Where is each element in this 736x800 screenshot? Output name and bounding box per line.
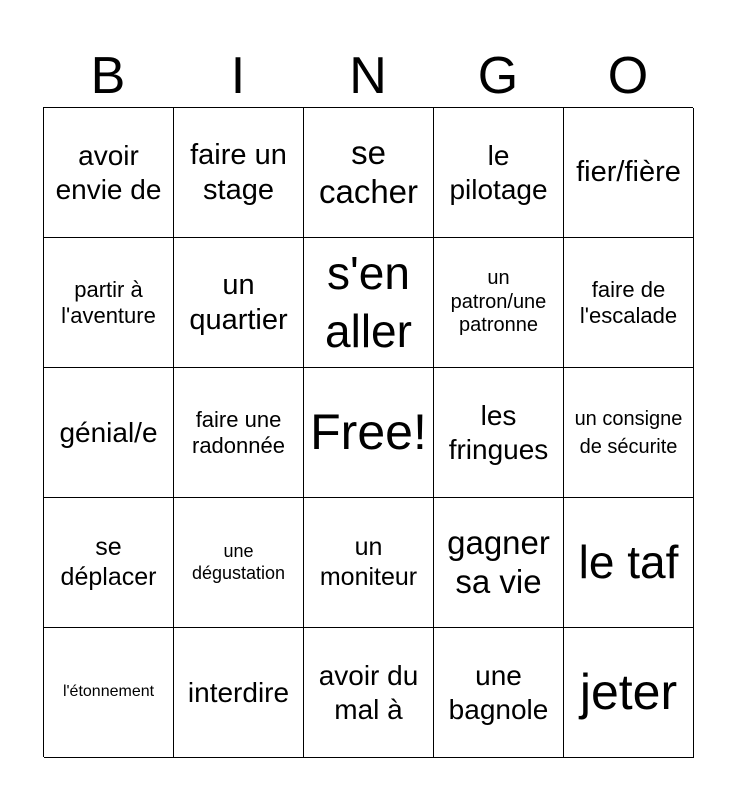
bingo-cell[interactable] [174, 498, 304, 628]
bingo-cell[interactable] [434, 628, 564, 758]
cell-text: avoir envie de [55, 140, 162, 205]
cell-text: l'étonnement [62, 683, 155, 701]
cell-text: un consigne de sécurite [574, 407, 683, 458]
cell-text: faire une radonnée [192, 406, 285, 458]
bingo-cell[interactable] [434, 498, 564, 628]
bingo-cell[interactable] [174, 368, 304, 498]
bingo-cell[interactable] [174, 108, 304, 238]
cell-text: jeter [579, 664, 678, 720]
cell-text: une dégustation [191, 541, 286, 583]
header-letter-o: O [607, 47, 649, 105]
bingo-cell[interactable] [304, 108, 434, 238]
cell-text: partir à l'aventure [61, 276, 156, 328]
cell-text: avoir du mal à [318, 660, 419, 725]
cell-text: interdire [187, 676, 290, 708]
cell-text: gagner sa vie [447, 523, 550, 600]
free-space-text: Free! [310, 404, 427, 460]
cell-text: les fringues [448, 400, 549, 465]
header-letter-g: G [477, 47, 519, 105]
bingo-cell[interactable] [174, 238, 304, 368]
cell-text: génial/e [59, 416, 158, 448]
cell-text: fier/fière [576, 156, 681, 189]
cell-text: le taf [578, 535, 679, 588]
header-letter-n: N [349, 47, 387, 105]
bingo-board [43, 107, 693, 757]
bingo-header [43, 46, 693, 106]
bingo-cell[interactable] [564, 368, 694, 498]
bingo-cell[interactable] [44, 368, 174, 498]
bingo-cell[interactable] [434, 238, 564, 368]
cell-text: une bagnole [448, 660, 549, 725]
bingo-cell[interactable] [44, 628, 174, 758]
cell-text: un patron/une patronne [450, 267, 547, 337]
bingo-cell[interactable] [564, 238, 694, 368]
header-letter-b: B [90, 47, 126, 105]
cell-text: un moniteur [319, 533, 418, 591]
bingo-cell[interactable] [304, 498, 434, 628]
bingo-cell[interactable] [434, 108, 564, 238]
bingo-cell[interactable] [304, 628, 434, 758]
cell-text: faire un stage [190, 139, 287, 206]
cell-text: s'en aller [325, 247, 412, 357]
cell-text: le pilotage [449, 140, 548, 205]
bingo-cell[interactable] [44, 238, 174, 368]
bingo-cell[interactable] [174, 628, 304, 758]
cell-text: se cacher [318, 133, 419, 210]
bingo-cell[interactable] [44, 108, 174, 238]
cell-text: faire de l'escalade [579, 276, 678, 328]
bingo-cell[interactable] [434, 368, 564, 498]
bingo-cell[interactable] [304, 238, 434, 368]
bingo-cell[interactable] [564, 628, 694, 758]
bingo-cell[interactable] [44, 498, 174, 628]
cell-text: un quartier [189, 269, 288, 336]
bingo-cell[interactable] [564, 498, 694, 628]
bingo-cell[interactable] [564, 108, 694, 238]
cell-text: se déplacer [60, 533, 157, 591]
free-space[interactable] [304, 368, 434, 498]
header-letter-i: I [230, 47, 246, 105]
